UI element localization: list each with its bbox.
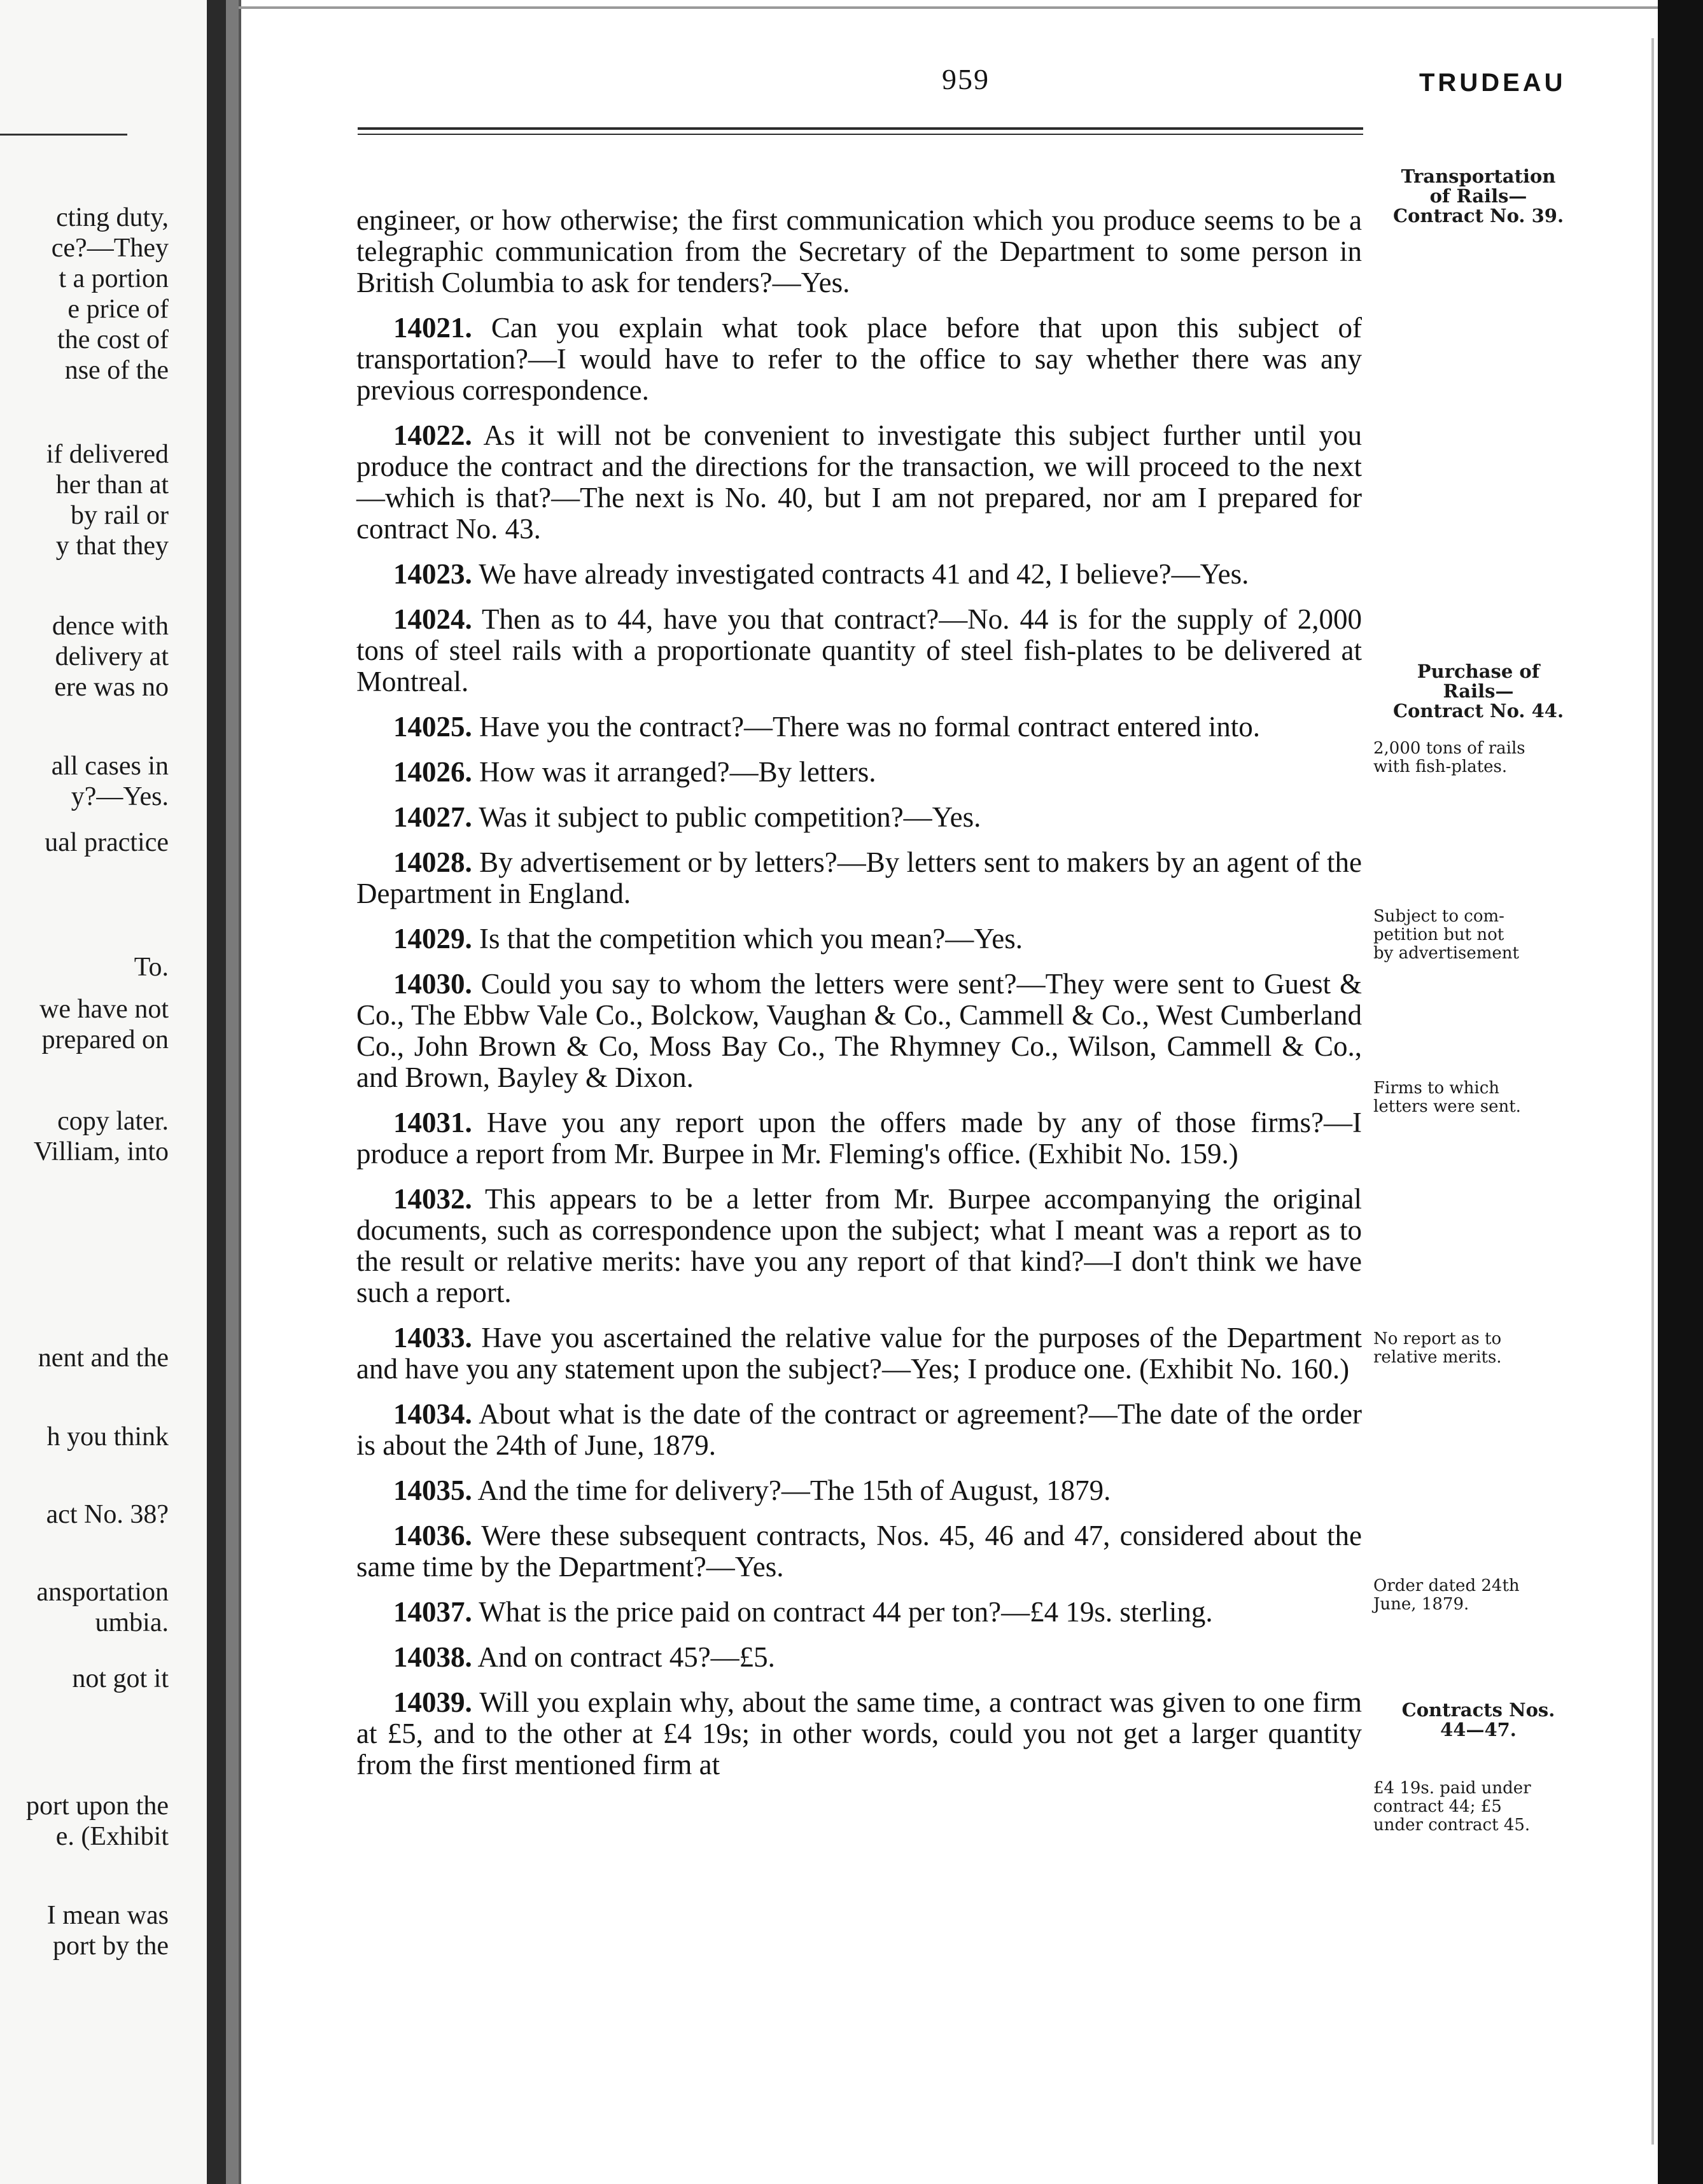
- facing-page-line: dence with: [52, 612, 169, 641]
- question-14023: [356, 559, 1362, 590]
- question-14025: [356, 711, 1362, 743]
- question-text: Is that the competition which you mean?—Yes.: [479, 923, 1023, 955]
- question-number: 14038.: [393, 1641, 472, 1673]
- margin-note-line: with fish-plates.: [1373, 757, 1508, 776]
- margin-note-line: Transportation: [1401, 165, 1556, 187]
- facing-page-rule: [0, 134, 127, 136]
- question-14038: [356, 1642, 1362, 1673]
- margin-note-line: Contract No. 44.: [1392, 700, 1564, 722]
- question-number: 14027.: [393, 801, 472, 833]
- testimony-body: [356, 205, 1362, 1795]
- margin-note-line: June, 1879.: [1373, 1595, 1469, 1614]
- question-number: 14026.: [393, 756, 472, 788]
- margin-note-line: of Rails—: [1429, 185, 1527, 207]
- facing-page-line: port by the: [53, 1931, 169, 1961]
- margin-note-line: Contract No. 39.: [1392, 205, 1564, 227]
- question-14029: [356, 923, 1362, 955]
- facing-page-line: cting duty,: [56, 203, 169, 232]
- facing-page-line: h you think: [46, 1422, 169, 1452]
- question-text: About what is the date of the contract or agreement?—The date of the order is about the 24th of June, 1879.: [356, 1398, 1362, 1461]
- margin-note-line: contract 44; £5: [1373, 1797, 1502, 1816]
- question-14022: [356, 420, 1362, 545]
- question-text: And on contract 45?—£5.: [477, 1641, 775, 1673]
- question-number: 14029.: [393, 923, 472, 955]
- facing-page-line: e price of: [67, 295, 169, 324]
- facing-page-line: if delivered: [46, 440, 169, 469]
- facing-page-line: I mean was: [46, 1901, 169, 1930]
- header-rule: [358, 134, 1363, 135]
- facing-page-line: y that they: [55, 531, 169, 561]
- book-gutter: [226, 0, 239, 2184]
- margin-note-line: 44—47.: [1440, 1719, 1517, 1740]
- question-text: Can you explain what took place before that upon this subject of transportation?—I would have to refer to the office to say whether there was any previous correspondence.: [356, 312, 1363, 406]
- question-14032: [356, 1184, 1362, 1308]
- question-text: Have you any report upon the offers made by any of those firms?—I produce a report from Mr. Burpee in Mr. Fleming's office. (Exhibit No. 159.): [356, 1107, 1363, 1170]
- question-number: 14036.: [393, 1520, 472, 1551]
- margin-note-order-date: [1373, 1577, 1583, 1614]
- question-14037: [356, 1597, 1362, 1628]
- margin-note-line: Purchase of: [1417, 661, 1540, 682]
- question-text: By advertisement or by letters?—By letters sent to makers by an agent of the Department in England.: [356, 846, 1363, 909]
- question-text: We have already investigated contracts 41 and 42, I believe?—Yes.: [479, 558, 1249, 590]
- facing-page-line: not got it: [72, 1664, 169, 1693]
- facing-page-line: the cost of: [57, 325, 169, 354]
- question-text: As it will not be convenient to investigate this subject further until you produce the contract and the directions for the transaction, we will proceed to the next—which is that?—The next is No. 40, but I am not prepared, nor am I prepared for contract No. 43.: [356, 419, 1362, 545]
- facing-page-line: ere was no: [54, 673, 169, 702]
- question-number: 14034.: [393, 1398, 472, 1430]
- facing-page-line: prepared on: [41, 1025, 169, 1054]
- question-number: 14031.: [393, 1107, 472, 1138]
- margin-note-line: letters were sent.: [1373, 1097, 1521, 1116]
- facing-page-line: port upon the: [26, 1791, 169, 1821]
- question-text: Have you the contract?—There was no formal contract entered into.: [479, 711, 1260, 743]
- question-text: Could you say to whom the letters were sent?—They were sent to Guest & Co., The Ebbw Vale Co., Bolckow, Vaughan & Co., Cammell & Co., West Cumberland Co., John Brown & Co, Moss Bay Co., The Rhymney Co., Wilson, Cammell & Co., and Brown, Bayley & Dixon.: [356, 968, 1362, 1093]
- question-14021: [356, 312, 1362, 406]
- book-spine: [207, 0, 226, 2184]
- question-14036: [356, 1520, 1362, 1583]
- page-top-edge: [239, 6, 1658, 9]
- facing-page-line: ansportation: [36, 1578, 169, 1607]
- question-number: 14022.: [393, 419, 472, 451]
- question-number: 14025.: [393, 711, 472, 743]
- facing-page-line: her than at: [55, 470, 169, 500]
- question-number: 14024.: [393, 603, 472, 635]
- margin-note-tons-of-rails: [1373, 739, 1583, 776]
- question-number: 14037.: [393, 1596, 472, 1628]
- facing-page-line: e. (Exhibit: [55, 1822, 169, 1851]
- question-number: 14023.: [393, 558, 472, 590]
- question-number: 14028.: [393, 846, 472, 878]
- facing-page-line: act No. 38?: [46, 1500, 169, 1529]
- margin-note-purchase-of-rails: [1373, 662, 1583, 721]
- facing-page-line: copy later.: [57, 1107, 169, 1136]
- question-14033: [356, 1322, 1362, 1385]
- margin-note-no-report: [1373, 1330, 1583, 1367]
- margin-note-line: Subject to com-: [1373, 907, 1504, 926]
- question-number: 14035.: [393, 1474, 472, 1506]
- margin-note-line: Order dated 24th: [1373, 1576, 1520, 1595]
- question-14030: [356, 969, 1362, 1093]
- facing-page-fragment: [0, 0, 207, 2184]
- question-14034: [356, 1399, 1362, 1461]
- margin-note-line: by advertisement: [1373, 944, 1519, 963]
- facing-page-line: umbia.: [95, 1608, 169, 1637]
- facing-page-line: ual practice: [45, 828, 169, 857]
- question-text: How was it arranged?—By letters.: [479, 756, 876, 788]
- margin-note-line: relative merits.: [1373, 1348, 1502, 1367]
- question-number: 14033.: [393, 1322, 472, 1354]
- paragraph-continued: engineer, or how otherwise; the first communication which you produce seems to be a telegraphic communication from the Secretary of the Department to some person in British Columbia to ask for tenders?—Yes.: [356, 204, 1362, 298]
- scan-border: [1658, 0, 1703, 2184]
- question-number: 14030.: [393, 968, 472, 1000]
- question-text: Then as to 44, have you that contract?—No. 44 is for the supply of 2,000 tons of steel rails with a proportionate quantity of steel fish-plates to be delivered at Montreal.: [356, 603, 1363, 697]
- question-number: 14032.: [393, 1183, 472, 1215]
- question-14026: [356, 757, 1362, 788]
- question-14031: [356, 1107, 1362, 1170]
- question-text: Was it subject to public competition?—Yes.: [479, 801, 981, 833]
- facing-page-line: delivery at: [55, 642, 169, 671]
- margin-note-line: under contract 45.: [1373, 1816, 1531, 1835]
- facing-page-line: nent and the: [38, 1343, 169, 1373]
- facing-page-line: t a portion: [59, 264, 169, 293]
- facing-page-line: ce?—They: [51, 234, 169, 263]
- margin-note-line: No report as to: [1373, 1329, 1502, 1348]
- question-text: Have you ascertained the relative value for the purposes of the Department and have you any statement upon the subject?—Yes; I produce one. (Exhibit No. 160.): [356, 1322, 1362, 1385]
- margin-note-line: Contracts Nos.: [1401, 1699, 1555, 1721]
- facing-page-line: y?—Yes.: [71, 782, 169, 811]
- question-text: Were these subsequent contracts, Nos. 45, 46 and 47, considered about the same time by the Department?—Yes.: [356, 1520, 1363, 1583]
- question-text: This appears to be a letter from Mr. Burpee accompanying the original documents, such as correspondence upon the subject; what I meant was a report as to the result or relative merits: have you any report of that kind?—I don't think we have such a report.: [356, 1183, 1362, 1308]
- margin-note-competition: [1373, 907, 1583, 963]
- question-text: And the time for delivery?—The 15th of August, 1879.: [477, 1474, 1111, 1506]
- margin-note-line: Rails—: [1443, 680, 1514, 702]
- running-head: TRUDEAU: [1419, 69, 1566, 97]
- question-text: What is the price paid on contract 44 per ton?—£4 19s. sterling.: [479, 1596, 1213, 1628]
- margin-note-line: Firms to which: [1373, 1079, 1500, 1098]
- margin-note-contracts-44-47: [1373, 1700, 1583, 1740]
- question-14028: [356, 847, 1362, 909]
- question-number: 14039.: [393, 1686, 472, 1718]
- margin-note-line: petition but not: [1373, 925, 1504, 944]
- facing-page-line: nse of the: [64, 356, 169, 385]
- margin-note-transportation: [1373, 167, 1583, 226]
- question-14024: [356, 604, 1362, 697]
- facing-page-line: all cases in: [51, 752, 169, 781]
- page-right-edge: [1651, 38, 1654, 2145]
- question-14039: [356, 1687, 1362, 1781]
- facing-page-line: Villiam, into: [33, 1137, 169, 1166]
- margin-note-firms: [1373, 1079, 1583, 1116]
- question-text: Will you explain why, about the same time, a contract was given to one firm at £5, and to the other at £4 19s; in other words, could you not get a larger quantity from the first mentioned firm at: [356, 1686, 1363, 1781]
- margin-note-prices: [1373, 1779, 1583, 1835]
- facing-page-line: we have not: [39, 995, 169, 1024]
- facing-page-line: To.: [134, 953, 169, 982]
- question-14035: [356, 1475, 1362, 1506]
- margin-note-line: £4 19s. paid under: [1373, 1779, 1531, 1798]
- question-number: 14021.: [393, 312, 472, 344]
- margin-note-line: 2,000 tons of rails: [1373, 739, 1525, 758]
- header-rule: [358, 127, 1363, 130]
- page-number: 959: [942, 63, 990, 95]
- question-14027: [356, 802, 1362, 833]
- facing-page-line: by rail or: [71, 501, 169, 530]
